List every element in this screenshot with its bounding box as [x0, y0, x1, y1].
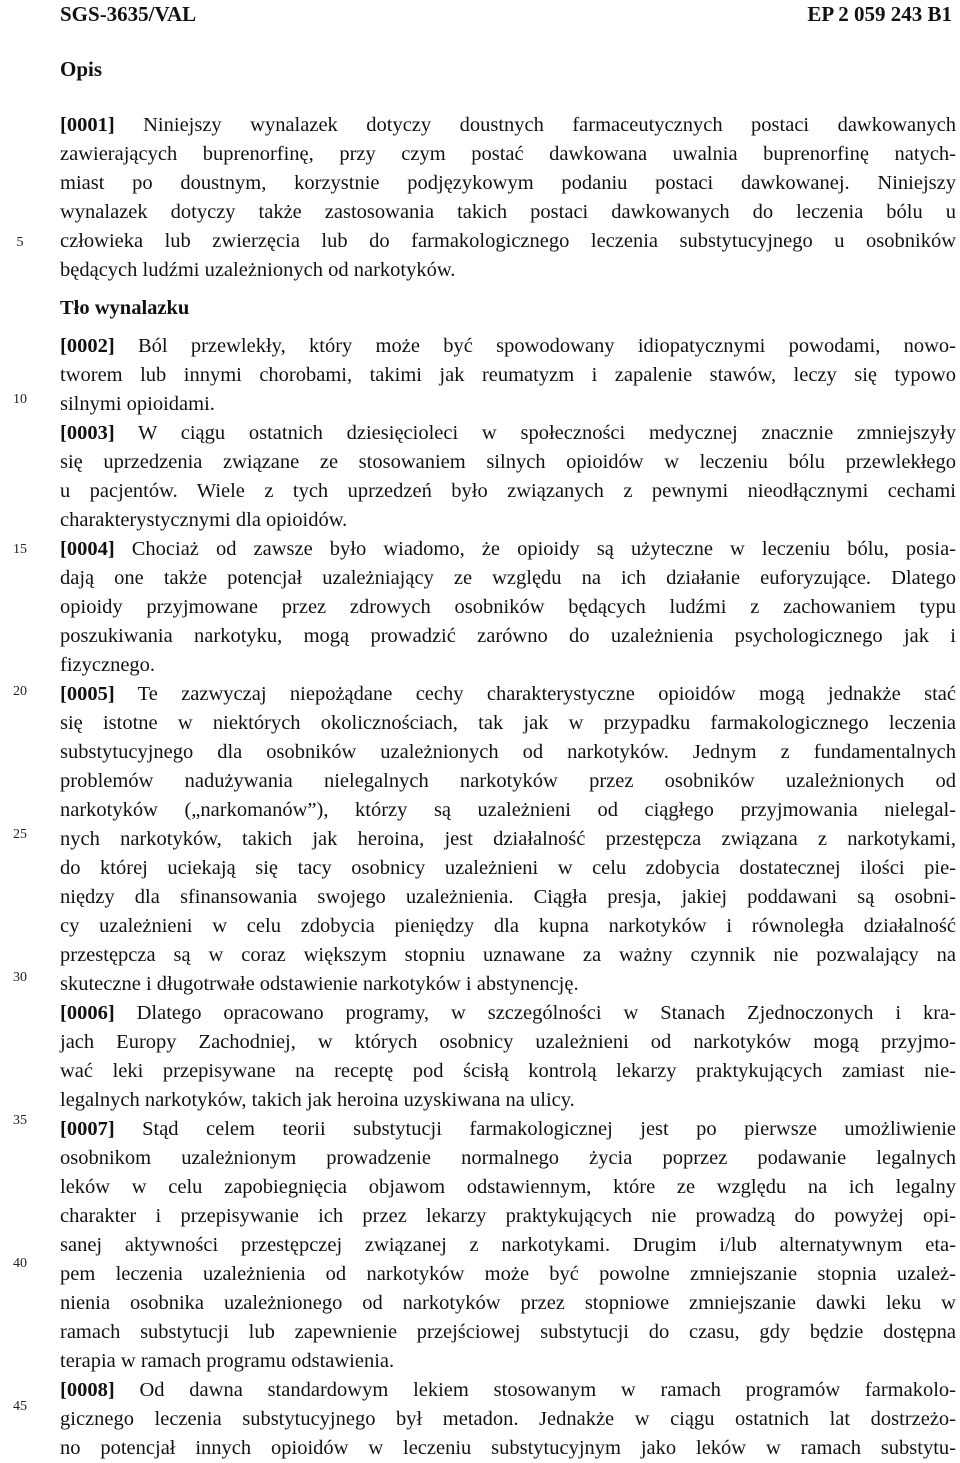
text-line-content: dają one także potencjał uzależniający ze względu na ich działanie euforyzujące. Dlatego: [60, 567, 956, 589]
text-line-content: osobnikom uzależnionym prowadzenie normalnego życia poprzez podawanie legalnych: [60, 1147, 956, 1169]
text-line: [60, 1318, 956, 1347]
text-line-content: ramach substytucji lub zapewnienie przejściowej substytucji do czasu, gdy będzie dostępna: [60, 1321, 956, 1343]
text-line: [60, 140, 956, 169]
line-number: 25: [13, 827, 27, 842]
text-line-content: charakterystycznymi dla opioidów.: [60, 509, 348, 531]
text-line-content: wynalazek dotyczy także zastosowania takich postaci dawkowanych do leczenia bólu u: [60, 201, 956, 223]
text-line: [60, 593, 956, 622]
text-line: [60, 111, 956, 140]
text-line: [60, 651, 956, 680]
text-line: [60, 1405, 956, 1434]
text-line-content: poszukiwania narkotyku, mogą prowadzić zarówno do uzależnienia psychologicznego jak i: [60, 625, 956, 647]
text-line: [60, 796, 956, 825]
text-line: [60, 1028, 956, 1057]
text-line-content: sanej aktywności przestępczej związanej z narkotykami. Drugim i/lub alternatywnym eta-: [60, 1234, 956, 1256]
text-line-content: terapia w ramach programu odstawienia.: [60, 1350, 395, 1372]
text-line-content: W ciągu ostatnich dziesięcioleci w społeczności medycznej znacznie zmniejszyły: [114, 422, 956, 444]
text-line-content: wać leki przepisywane na receptę pod ścisłą kontrolą lekarzy praktykujących zamiast nie-: [60, 1060, 956, 1082]
text-line-content: Stąd celem teorii substytucji farmakologicznej jest po pierwsze umożliwienie: [114, 1118, 956, 1140]
text-line-content: leków w celu zapobiegnięcia objawom odstawiennym, które ze względu na ich legalny: [60, 1176, 956, 1198]
text-line-content: gicznego leczenia substytucyjnego był metadon. Jednakże w ciągu ostatnich lat dostrzeżo-: [60, 1408, 956, 1430]
text-line-content: przestępcza są w coraz większym stopniu uznawane za ważny czynnik nie pozwalający na: [60, 944, 956, 966]
line-number: 20: [13, 684, 27, 699]
text-line: [60, 256, 956, 285]
text-line-content: tworem lub innymi chorobami, takimi jak reumatyzm i zapalenie stawów, leczy się typowo: [60, 364, 956, 386]
text-line: [60, 198, 956, 227]
text-line: [60, 709, 956, 738]
paragraph-number: [0008]: [60, 1379, 115, 1401]
text-line-content: pem leczenia uzależnienia od narkotyków może być powolne zmniejszanie stopnia uzależ-: [60, 1263, 956, 1285]
line-number: 40: [13, 1256, 27, 1271]
text-line: [60, 1086, 956, 1115]
text-line: [60, 535, 956, 564]
text-line: [60, 227, 956, 256]
text-line: [60, 169, 956, 198]
text-line: [60, 390, 956, 419]
text-line-content: jach Europy Zachodniej, w których osobnicy uzależnieni od narkotyków mogą przyjmo-: [60, 1031, 956, 1053]
text-line-content: substytucyjnego dla osobników uzależnionych od narkotyków. Jednym z fundamentalnych: [60, 741, 956, 763]
line-number: 30: [13, 970, 27, 985]
text-line: [60, 1202, 956, 1231]
text-line: [60, 361, 956, 390]
text-line: [60, 970, 956, 999]
text-line: [60, 825, 956, 854]
text-line-content: się istotne w niektórych okolicznościach, tak jak w przypadku farmakologicznego leczenia: [60, 712, 956, 734]
text-line-content: cy uzależnieni w celu zdobycia pieniędzy dla kupna narkotyków i równoległa działalność: [60, 915, 956, 937]
text-line-content: skuteczne i długotrwałe odstawienie narkotyków i abstynencję.: [60, 973, 579, 995]
text-line-content: do której uciekają się tacy osobnicy uzależnieni w celu zdobycia dostatecznej ilości pie-: [60, 857, 956, 879]
paragraph-number: [0003]: [60, 422, 115, 444]
paragraph-number: [0001]: [60, 114, 115, 136]
text-line: [60, 1347, 956, 1376]
text-line-content: silnymi opioidami.: [60, 393, 215, 415]
text-line: [60, 564, 956, 593]
text-line-content: problemów nadużywania nielegalnych narkotyków przez osobników uzależnionych od: [60, 770, 956, 792]
text-line-content: człowieka lub zwierzęcia lub do farmakologicznego leczenia substytucyjnego u osobników: [60, 230, 956, 252]
text-line: [60, 448, 956, 477]
text-line: [60, 1115, 956, 1144]
text-line-content: legalnych narkotyków, takich jak heroina uzyskiwana na ulicy.: [60, 1089, 575, 1111]
text-line: [60, 1376, 956, 1405]
paragraph-number: [0002]: [60, 335, 115, 357]
text-line-content: opioidy przyjmowane przez zdrowych osobników będących ludźmi z zachowaniem typu: [60, 596, 956, 618]
text-line-content: niędzy dla sfinansowania swojego uzależnienia. Ciągła presja, jakiej poddawani są osobni-: [60, 886, 956, 908]
line-number: 15: [13, 542, 27, 557]
text-line-content: narkotyków („narkomanów”), którzy są uzależnieni od ciągłego przyjmowania nielegal-: [60, 799, 956, 821]
text-line: [60, 738, 956, 767]
text-line: [60, 1289, 956, 1318]
text-line: [60, 941, 956, 970]
text-line: [60, 506, 956, 535]
text-line: [60, 854, 956, 883]
text-line: [60, 1231, 956, 1260]
text-line-content: Ból przewlekły, który może być spowodowany idiopatycznymi powodami, nowo-: [114, 335, 956, 357]
text-line-content: Chociaż od zawsze było wiadomo, że opioidy są użyteczne w leczeniu bólu, posia-: [114, 538, 956, 560]
text-line: [60, 883, 956, 912]
line-number: 5: [16, 235, 24, 250]
text-line-content: fizycznego.: [60, 654, 156, 676]
patent-number: EP 2 059 243 B1: [807, 2, 952, 26]
section-title: Opis: [60, 57, 103, 81]
line-number: 10: [13, 392, 27, 407]
paragraph-number: [0005]: [60, 683, 115, 705]
text-line: [60, 1173, 956, 1202]
text-line-content: Te zazwyczaj niepożądane cechy charakterystyczne opioidów mogą jednakże stać: [114, 683, 956, 705]
line-number: 35: [13, 1113, 27, 1128]
text-line: [60, 999, 956, 1028]
paragraph-number: [0004]: [60, 538, 115, 560]
text-line: [60, 1057, 956, 1086]
text-line: [60, 622, 956, 651]
text-line: [60, 332, 956, 361]
text-line: [60, 1144, 956, 1173]
text-line-content: będących ludźmi uzależnionych od narkotyków.: [60, 259, 456, 281]
text-line: [60, 477, 956, 506]
text-line-content: charakter i przepisywanie ich przez lekarzy praktykujących nie prowadzą do powyżej opi-: [60, 1205, 956, 1227]
text-line-content: Od dawna standardowym lekiem stosowanym w ramach programów farmakolo-: [114, 1379, 956, 1401]
text-line: [60, 1434, 956, 1463]
line-number: 45: [13, 1399, 27, 1414]
text-line-content: zawierających buprenorfinę, przy czym postać dawkowana uwalnia buprenorfinę natych-: [60, 143, 956, 165]
text-line-content: Dlatego opracowano programy, w szczególności w Stanach Zjednoczonych i kra-: [114, 1002, 956, 1024]
text-line-content: no potencjał innych opioidów w leczeniu substytucyjnym jako leków w ramach substytu-: [60, 1437, 956, 1459]
text-line-content: się uprzedzenia związane ze stosowaniem silnych opioidów w leczeniu bólu przewlekłego: [60, 451, 956, 473]
text-line-content: nych narkotyków, takich jak heroina, jest działalność przestępcza związana z narkotykami,: [60, 828, 956, 850]
text-line: [60, 767, 956, 796]
paragraph-number: [0006]: [60, 1002, 115, 1024]
text-line-content: nienia osobnika uzależnionego od narkotyków przez stopniowe zmniejszanie dawki leku w: [60, 1292, 956, 1314]
document-reference: SGS-3635/VAL: [60, 2, 197, 26]
text-line: [60, 912, 956, 941]
text-line-content: miast po doustnym, korzystnie podjęzykowym podaniu postaci dawkowanej. Niniejszy: [60, 172, 956, 194]
text-line: [60, 1260, 956, 1289]
paragraph-number: [0007]: [60, 1118, 115, 1140]
text-line: [60, 680, 956, 709]
text-line-content: Niniejszy wynalazek dotyczy doustnych farmaceutycznych postaci dawkowanych: [114, 114, 956, 136]
subheading: Tło wynalazku: [60, 297, 190, 319]
text-line: [60, 419, 956, 448]
text-line-content: u pacjentów. Wiele z tych uprzedzeń było związanych z pewnymi nieodłącznymi cechami: [60, 480, 956, 502]
